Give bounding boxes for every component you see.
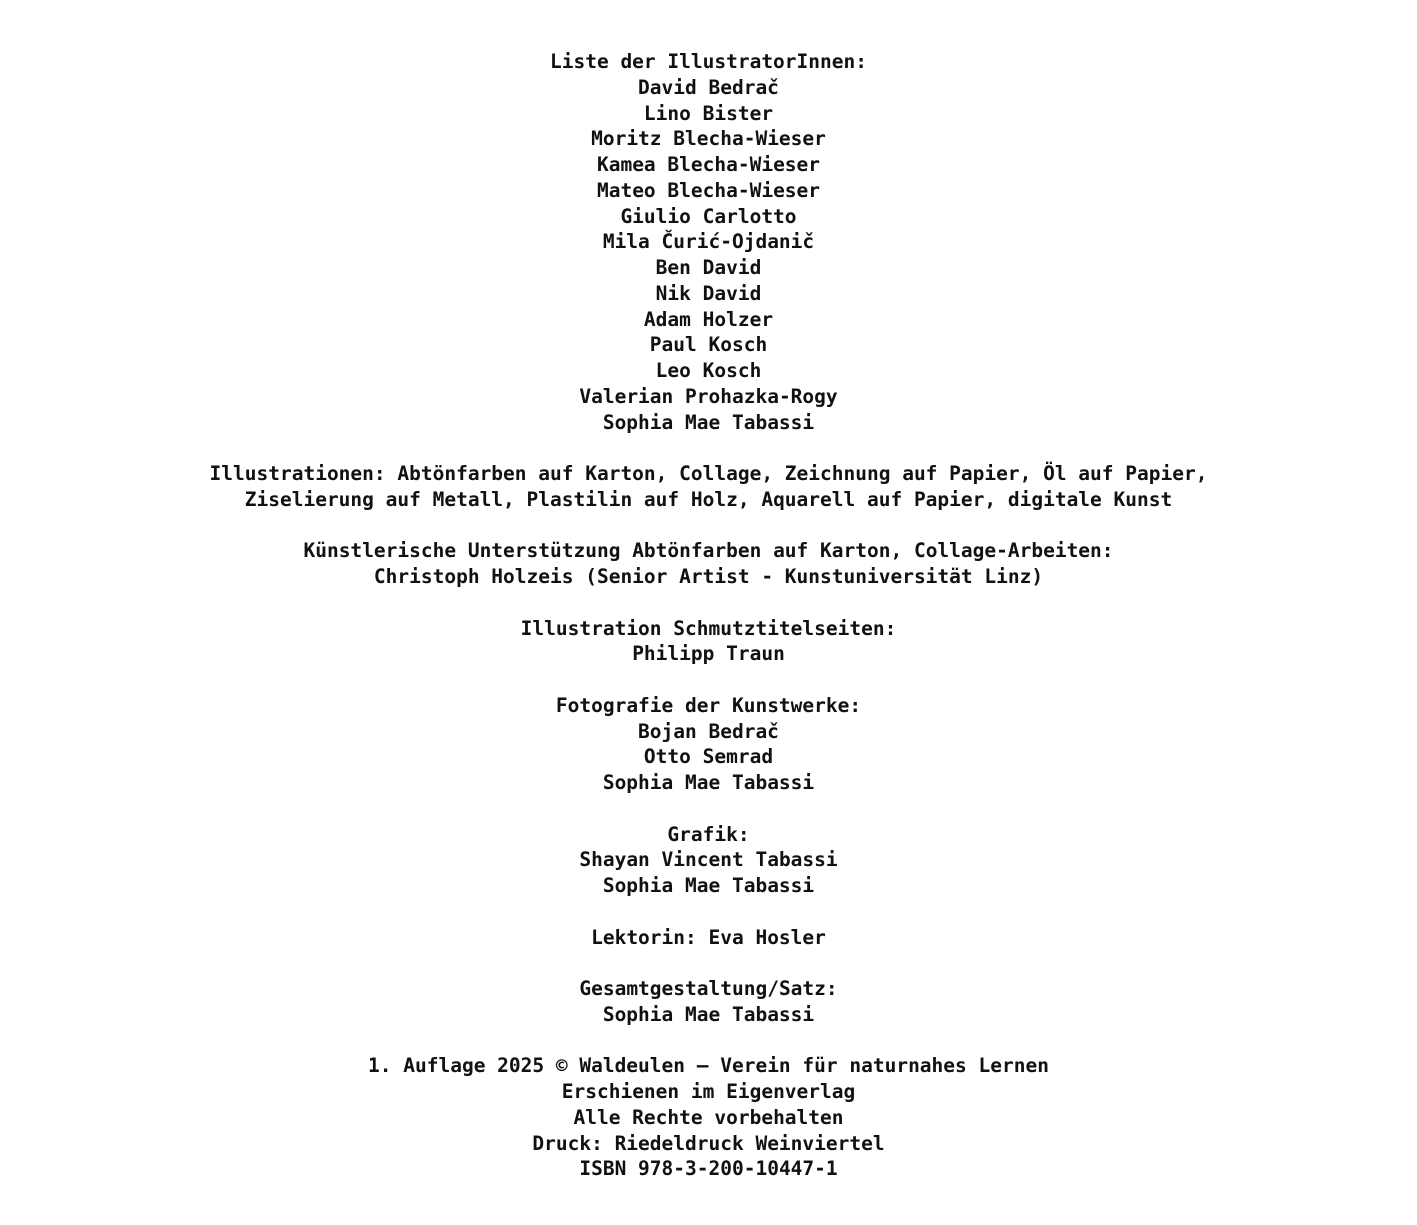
title-pages-heading: Illustration Schmutztitelseiten: [520, 616, 897, 640]
graphics-name: Sophia Mae Tabassi [602, 874, 815, 897]
illustrator-name: Moritz Blecha-Wieser [591, 127, 826, 151]
graphics-heading: Grafik: [667, 822, 750, 846]
artistic-support-name: Christoph Holzeis (Senior Artist - Kunstuniversität Linz) [373, 565, 1044, 588]
illustrator-name: Paul Kosch [649, 333, 768, 357]
illustrations-techniques-line: Ziselierung auf Metall, Plastilin auf Holz, Aquarell auf Papier, digitale Kunst [244, 487, 1173, 511]
illustrator-name: Lino Bister [643, 101, 774, 125]
graphics-section [0, 822, 1417, 899]
illustrator-name: Ben David [655, 256, 762, 279]
photography-heading: Fotografie der Kunstwerke: [555, 693, 862, 717]
title-pages-name: Philipp Traun [632, 642, 785, 666]
illustrator-name: Nik David [655, 281, 762, 305]
illustrator-name: Valerian Prohazka-Rogy [579, 384, 838, 408]
artistic-support-heading: Künstlerische Unterstützung Abtönfarben auf Karton, Collage-Arbeiten: [303, 539, 1114, 563]
editor-section [0, 925, 1417, 951]
illustrator-name: Mila Čurić-Ojdanič [602, 230, 815, 254]
illustrations-techniques-line: Illustrationen: Abtönfarben auf Karton, Collage, Zeichnung auf Papier, Öl auf Papier, [209, 462, 1208, 485]
imprint-page [0, 49, 1417, 1182]
illustrators-heading: Liste der IllustratorInnen: [550, 50, 867, 73]
print-line: Druck: Riedeldruck Weinviertel [532, 1131, 885, 1155]
illustrator-name: Sophia Mae Tabassi [602, 410, 815, 434]
rights-line: Alle Rechte vorbehalten [573, 1105, 844, 1129]
artistic-support-section [0, 538, 1417, 590]
illustrator-name: Adam Holzer [643, 307, 774, 331]
edition-line: 1. Auflage 2025 © Waldeulen – Verein für naturnahes Lernen [368, 1054, 1049, 1078]
graphics-name: Shayan Vincent Tabassi [579, 848, 838, 872]
illustrator-name: Giulio Carlotto [620, 204, 797, 228]
layout-design-heading: Gesamtgestaltung/Satz: [579, 977, 838, 1000]
photography-section [0, 693, 1417, 796]
illustrator-name: Leo Kosch [655, 359, 762, 382]
editor-line: Lektorin: Eva Hosler [591, 925, 826, 949]
layout-design-section [0, 976, 1417, 1028]
published-line: Erschienen im Eigenverlag [561, 1080, 856, 1103]
illustrator-name: Mateo Blecha-Wieser [596, 178, 821, 202]
illustrators-section [0, 49, 1417, 435]
illustrator-name: David Bedrač [638, 75, 779, 99]
title-pages-section [0, 616, 1417, 668]
imprint-section [0, 1053, 1417, 1182]
photographer-name: Bojan Bedrač [638, 719, 779, 743]
isbn-line: ISBN 978-3-200-10447-1 [579, 1157, 838, 1181]
photographer-name: Otto Semrad [643, 745, 774, 769]
illustrator-name: Kamea Blecha-Wieser [596, 153, 821, 176]
illustrations-section [0, 461, 1417, 513]
layout-design-name: Sophia Mae Tabassi [602, 1002, 815, 1026]
photographer-name: Sophia Mae Tabassi [602, 771, 815, 794]
